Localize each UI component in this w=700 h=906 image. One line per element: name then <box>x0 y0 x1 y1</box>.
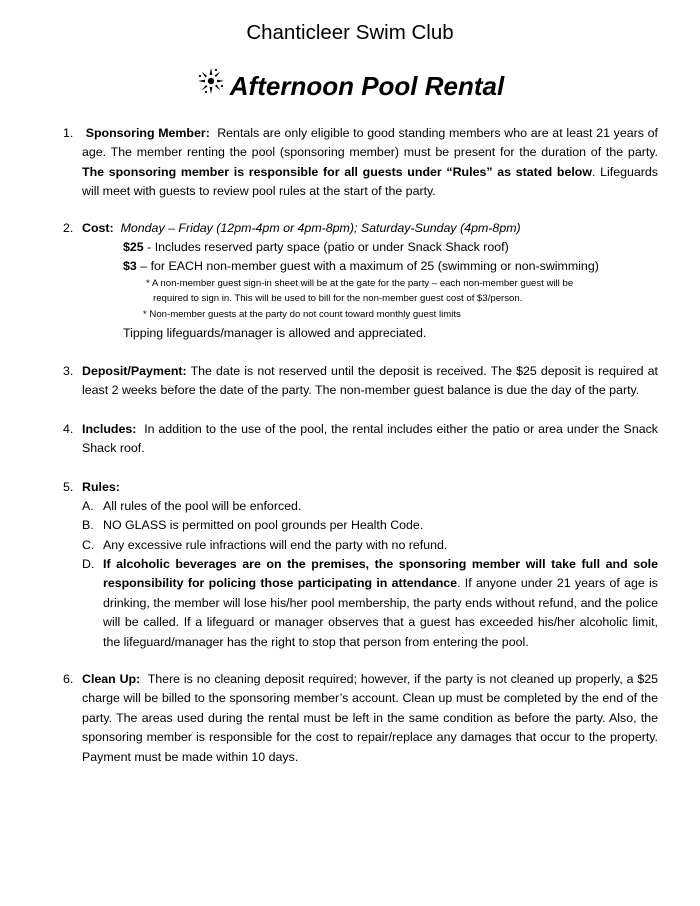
section-deposit-payment: Deposit/Payment: The date is not reserved until the deposit is received. The $25 deposit is required at least 2 weeks before the date of the party. The non-member guest balance is due the day of the party. <box>82 364 658 398</box>
price-guest: $3 – for EACH non-member guest with a maximum of 25 (swimming or non-swimming) <box>123 259 599 273</box>
section-number-2: 2. <box>63 221 74 235</box>
tipping-note: Tipping lifeguards/manager is allowed and appreciated. <box>123 326 427 340</box>
section-includes: Includes: In addition to the use of the pool, the rental includes either the patio or area under the Snack Shack roof. <box>82 422 658 456</box>
rule-item: All rules of the pool will be enforced. <box>103 499 302 513</box>
section-number-3: 3. <box>63 364 74 378</box>
section-heading: Deposit/Payment: <box>82 364 187 378</box>
note-sign-in-line-2: required to sign in. This will be used to bill for the non-member guest cost of $3/person. <box>153 293 523 304</box>
rule-letter: A. <box>82 499 94 513</box>
section-number-4: 4. <box>63 422 74 436</box>
club-name: Chanticleer Swim Club <box>246 21 454 44</box>
section-heading: Cost: <box>82 221 114 235</box>
rule-item-alcohol: If alcoholic beverages are on the premises, the sponsoring member will take full and sole responsibility for policing those participating in attendance. If anyone under 21 years of age is drinking, the member will lose his/her pool membership, the party ends without refund, and the police will be called. If a lifeguard or manager observes that a guest has exceeded his/her alcoholic limit, the lifeguard/manager has the right to stop that person from entering the pool. <box>103 557 658 649</box>
section-heading: Rules: <box>82 480 120 494</box>
sun-swirl-icon <box>196 66 226 96</box>
section-heading: Sponsoring Member: <box>85 126 210 140</box>
cost-schedule: Monday – Friday (12pm-4pm or 4pm-8pm); Saturday-Sunday (4pm-8pm) <box>120 221 521 235</box>
section-number-6: 6. <box>63 672 74 686</box>
page-title: Afternoon Pool Rental <box>229 71 505 101</box>
section-clean-up: Clean Up: There is no cleaning deposit required; however, if the party is not cleaned up properly, a $25 charge will be billed to the sponsoring member’s account. Clean up must be completed by the end of the party. The areas used during the rental must be left in the same condition as before the party. Also, the sponsoring member is responsible for the cost to repair/replace any damages that occur to the property. Payment must be made within 10 days. <box>82 672 659 764</box>
price-party-space: $25 - Includes reserved party space (patio or under Snack Shack roof) <box>123 240 509 254</box>
rule-item: Any excessive rule infractions will end the party with no refund. <box>103 538 448 552</box>
section-cost <box>82 219 521 238</box>
rule-letter: C. <box>82 538 95 552</box>
section-number-1: 1. <box>63 126 74 140</box>
section-number-5: 5. <box>63 480 74 494</box>
section-heading: Clean Up: <box>82 672 141 686</box>
section-heading: Includes: <box>82 422 137 436</box>
note-guest-limits: * Non-member guests at the party do not count toward monthly guest limits <box>143 309 461 320</box>
section-sponsoring-member: Sponsoring Member: Rentals are only eligible to good standing members who are at least 21 years of age. The member renting the pool (sponsoring member) must be present for the duration of the party. The sponsoring member is responsible for all guests under “Rules” as stated below. Lifeguards will meet with guests to review pool rules at the start of the party. <box>82 126 658 199</box>
rule-item: NO GLASS is permitted on pool grounds per Health Code. <box>103 518 424 532</box>
note-sign-in-line-1: * A non-member guest sign-in sheet will be at the gate for the party – each non-member guest will be <box>146 278 574 289</box>
rule-letter: B. <box>82 518 94 532</box>
rule-letter: D. <box>82 557 95 571</box>
title-row <box>0 66 700 103</box>
section-rules <box>82 478 120 497</box>
